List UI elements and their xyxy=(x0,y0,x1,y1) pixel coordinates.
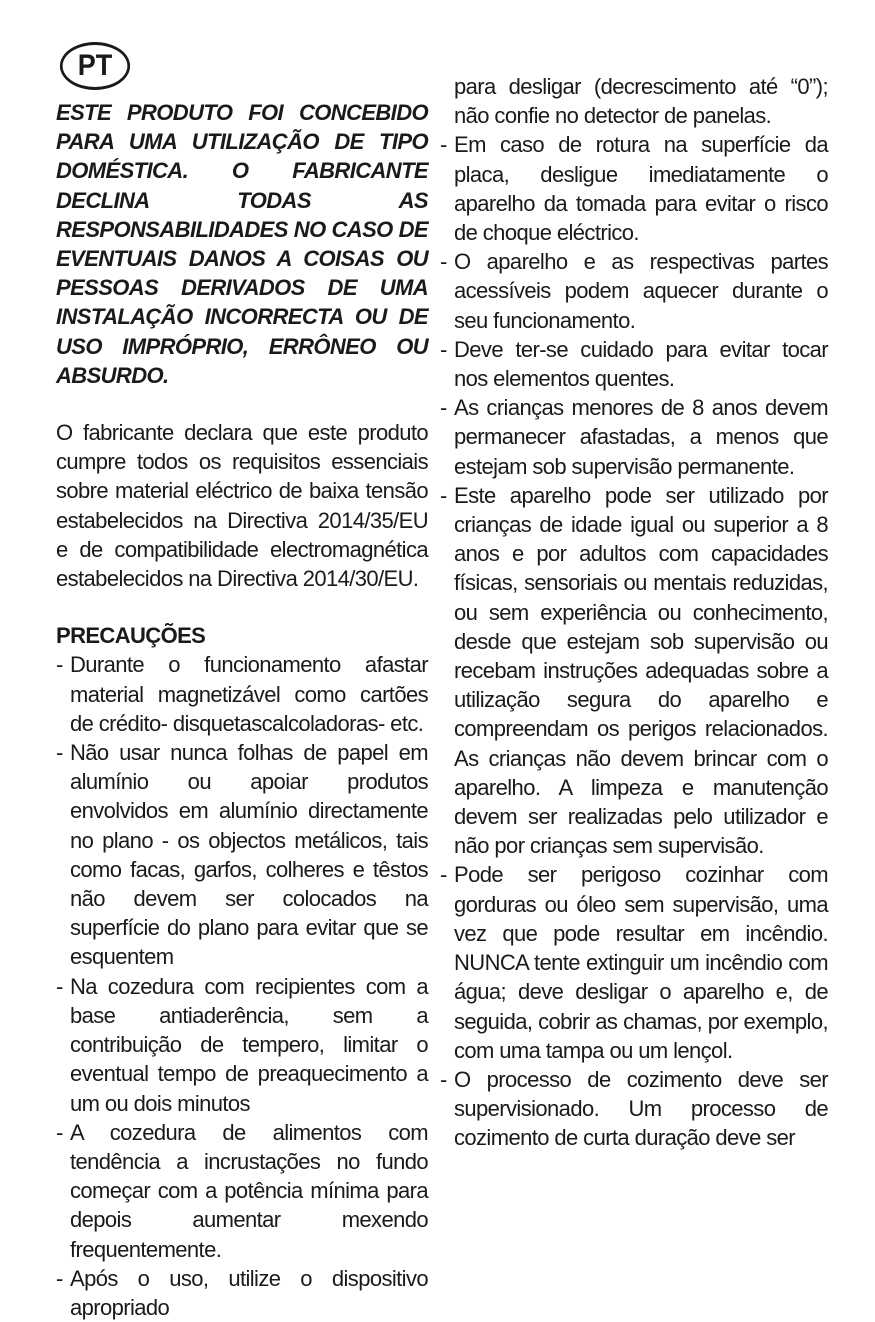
conformity-declaration: O fabricante declara que este produto cumpre todos os requisitos essenciais sobre material eléctrico de baixa tensão estabelecidos na Directiva 2014/35/EU e de compatibilidade electromagnética estabelecidos na Directiva 2014/30/EU. xyxy=(56,420,428,592)
list-item: - Após o uso, utilize o dispositivo apropriado xyxy=(56,1264,428,1322)
list-item-continuation: para desligar (decrescimento até “0”); não confie no detector de panelas. xyxy=(454,74,828,129)
list-item: - Em caso de rotura na superfície da placa, desligue imediatamente o aparelho da tomada para evitar o risco de choque eléctrico. xyxy=(440,130,828,247)
precautions-heading: PRECAUÇÕES xyxy=(56,623,206,649)
precautions-list-left xyxy=(56,650,428,1322)
list-item: - Não usar nunca folhas de papel em alumínio ou apoiar produtos envolvidos em alumínio directamente no plano - os objectos metálicos, tais como facas, garfos, colheres e têstos não devem ser colocados na superfície do plano para evitar que se esquentem xyxy=(56,738,428,972)
list-item: - O processo de cozimento deve ser supervisionado. Um processo de cozimento de curta duração deve ser xyxy=(440,1065,828,1153)
declaration-block xyxy=(56,418,428,593)
list-item: - As crianças menores de 8 anos devem permanecer afastadas, a menos que estejam sob supervisão permanente. xyxy=(440,393,828,481)
precautions-list-right xyxy=(440,130,828,1152)
list-item: - Durante o funcionamento afastar material magnetizável como cartões de crédito- disquetascalcoladoras- etc. xyxy=(56,650,428,738)
list-item: - Este aparelho pode ser utilizado por crianças de idade igual ou superior a 8 anos e por adultos com capacidades físicas, sensoriais ou mentais reduzidas, ou sem experiência ou conhecimento, desde que estejam sob supervisão ou recebam instruções adequadas sobre a utilização segura do aparelho e compreendam os perigos relacionados. As crianças não devem brincar com o aparelho. A limpeza e manutenção devem ser realizadas pelo utilizador e não por crianças sem supervisão. xyxy=(440,481,828,861)
liability-warning: ESTE PRODUTO FOI CONCEBIDO PARA UMA UTILIZAÇÃO DE TIPO DOMÉSTICA. O FABRICANTE DECLINA TODAS AS RESPONSABILIDADES NO CASO DE EVENTUAIS DANOS A COISAS OU PESSOAS DERIVADOS DE UMA INSTALAÇÃO INCORRECTA OU DE USO IMPRÓPRIO, ERRÔNEO OU ABSURDO. xyxy=(56,100,428,388)
list-item: - Pode ser perigoso cozinhar com gorduras ou óleo sem supervisão, uma vez que pode resultar em incêndio. NUNCA tente extinguir um incêndio com água; deve desligar o aparelho e, de seguida, cobrir as chamas, por exemplo, com uma tampa ou um lençol. xyxy=(440,860,828,1064)
left-column xyxy=(56,98,428,1322)
list-item: - O aparelho e as respectivas partes acessíveis podem aquecer durante o seu funcionamento. xyxy=(440,247,828,335)
list-item: - Na cozedura com recipientes com a base antiaderência, sem a contribuição de tempero, limitar o eventual tempo de preaquecimento a um ou dois minutos xyxy=(56,972,428,1118)
right-column xyxy=(440,72,828,1153)
list-item: - Deve ter-se cuidado para evitar tocar nos elementos quentes. xyxy=(440,335,828,393)
language-badge: PT xyxy=(60,42,130,90)
list-item: - A cozedura de alimentos com tendência a incrustações no fundo começar com a potência mínima para depois aumentar mexendo frequentemente. xyxy=(56,1118,428,1264)
